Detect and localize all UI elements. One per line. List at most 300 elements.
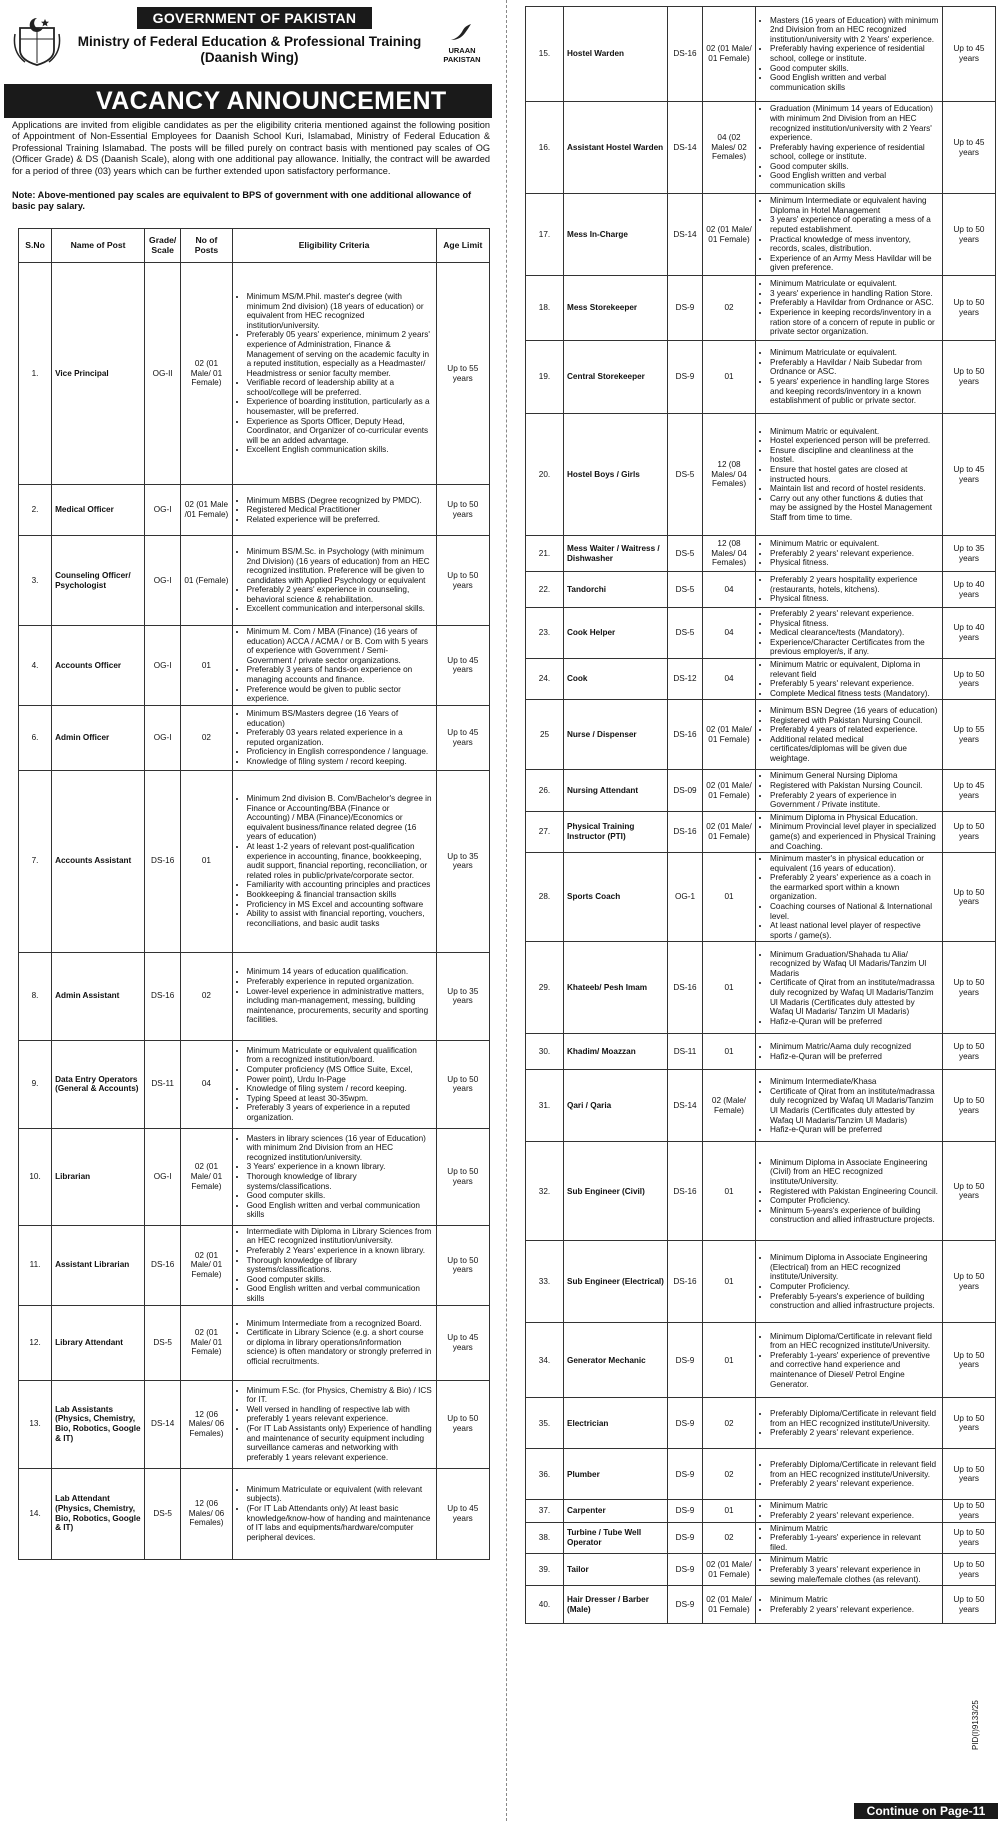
row-number: 33.: [526, 1241, 564, 1323]
criteria-item: • Minimum Matric or equivalent.: [770, 539, 939, 549]
criteria-item: • Preferably having experience of residential school, college or institute.: [770, 143, 939, 162]
eligibility-criteria: [756, 658, 943, 699]
number-of-posts: 04: [181, 1040, 232, 1128]
age-limit: Up to 45 years: [436, 1468, 489, 1559]
criteria-item: • Registered Medical Practitioner: [247, 505, 433, 515]
row-number: 34.: [526, 1323, 564, 1398]
criteria-item: • Minimum Matric: [770, 1524, 939, 1534]
col-grade: Grade/ Scale: [145, 229, 181, 263]
age-limit: Up to 55 years: [943, 700, 996, 770]
grade-scale: DS-16: [668, 811, 703, 852]
criteria-item: • Lower-level experience in administrative matters, including man-management, messing, building maintenance, procurements, security and sporting facilities.: [247, 987, 433, 1025]
criteria-item: • Thorough knowledge of library systems/classifications.: [247, 1172, 433, 1191]
post-name: Khateeb/ Pesh Imam: [564, 942, 668, 1034]
number-of-posts: 02: [703, 1522, 756, 1554]
criteria-item: • Maintain list and record of hostel residents.: [770, 484, 939, 494]
grade-scale: OG-I: [145, 1128, 181, 1225]
criteria-item: • Minimum 5-years's experience of building construction and allied infrastructure projects.: [770, 1206, 939, 1225]
criteria-item: • Preferably 5 years' relevant experience.: [770, 679, 939, 689]
pid-code: PID(I)9133/25: [971, 1700, 980, 1750]
criteria-item: • Intermediate with Diploma in Library Sciences from an HEC recognized institution/university.: [247, 1227, 433, 1246]
criteria-item: • Minimum Matriculate or equivalent.: [770, 348, 939, 358]
criteria-item: • Experience in keeping records/inventory in a ration store of a concern of repute in public or private sector organization.: [770, 308, 939, 337]
eligibility-criteria: [756, 811, 943, 852]
criteria-item: • Minimum M. Com / MBA (Finance) (16 years of education) ACCA / ACMA / or B. Com with 5 years of experience with Government / Semi-Government / private sector organizations.: [247, 627, 433, 665]
eligibility-criteria: [756, 414, 943, 536]
grade-scale: DS-16: [145, 770, 181, 952]
criteria-item: • Minimum General Nursing Diploma: [770, 771, 939, 781]
grade-scale: DS-14: [668, 102, 703, 194]
criteria-item: • Proficiency in English correspondence / language.: [247, 747, 433, 757]
grade-scale: DS-5: [668, 572, 703, 608]
vacancy-table-right: [525, 6, 996, 1624]
number-of-posts: 02: [703, 276, 756, 341]
grade-scale: DS-9: [668, 1449, 703, 1500]
eligibility-criteria: [756, 1323, 943, 1398]
row-number: 39.: [526, 1554, 564, 1586]
col-sno: S.No: [19, 229, 52, 263]
number-of-posts: 02 (01 Male/ 01 Female): [181, 1128, 232, 1225]
eligibility-criteria: [756, 276, 943, 341]
criteria-item: • Computer Proficiency.: [770, 1282, 939, 1292]
grade-scale: DS-9: [668, 1398, 703, 1449]
number-of-posts: 04: [703, 572, 756, 608]
age-limit: Up to 50 years: [943, 1323, 996, 1398]
table-body-right: [526, 7, 996, 1624]
criteria-item: • Preferably 3 years of hands-on experience on managing accounts and finance.: [247, 665, 433, 684]
eligibility-criteria: [756, 608, 943, 659]
table-row: [19, 770, 490, 952]
age-limit: Up to 35 years: [943, 536, 996, 572]
table-row: [526, 102, 996, 194]
criteria-item: • Certificate in Library Science (e.g. a short course or diploma in library operations/information science) is often mandatory or strongly preferred in official recruitments.: [247, 1328, 433, 1366]
row-number: 6.: [19, 705, 52, 770]
number-of-posts: 01: [181, 770, 232, 952]
grade-scale: DS-16: [668, 7, 703, 102]
grade-scale: DS-5: [668, 536, 703, 572]
post-name: Mess Storekeeper: [564, 276, 668, 341]
eligibility-criteria: [232, 1225, 436, 1305]
criteria-item: • Preferably 2 years' relevant experience.: [770, 1479, 939, 1489]
criteria-item: • Ensure discipline and cleanliness at the hostel.: [770, 446, 939, 465]
post-name: Lab Attendant (Physics, Chemistry, Bio, Robotics, Google & IT): [52, 1468, 145, 1559]
table-row: [526, 194, 996, 276]
eligibility-criteria: [756, 1586, 943, 1624]
post-name: Physical Training Instructor (PTI): [564, 811, 668, 852]
eligibility-criteria: [756, 853, 943, 942]
number-of-posts: 01: [703, 1034, 756, 1070]
table-row: [526, 1398, 996, 1449]
criteria-item: • Preferably a Havildar / Naib Subedar from Ordnance or ASC.: [770, 358, 939, 377]
criteria-item: • Minimum BS/Masters degree (16 Years of education): [247, 709, 433, 728]
age-limit: Up to 50 years: [943, 194, 996, 276]
post-name: Sub Engineer (Electrical): [564, 1241, 668, 1323]
criteria-item: • Preferably 2 years of experience in Government / Private institute.: [770, 791, 939, 810]
grade-scale: OG-II: [145, 263, 181, 485]
criteria-item: • Ability to assist with financial reporting, vouchers, reconciliations, and basic audit tasks: [247, 909, 433, 928]
row-number: 36.: [526, 1449, 564, 1500]
table-row: [19, 1225, 490, 1305]
eligibility-criteria: [756, 1142, 943, 1241]
grade-scale: DS-9: [668, 1586, 703, 1624]
number-of-posts: 01: [703, 1142, 756, 1241]
criteria-item: • Coaching courses of National & International level.: [770, 902, 939, 921]
criteria-item: • Computer proficiency (MS Office Suite, Excel, Power point), Urdu In-Page: [247, 1065, 433, 1084]
eligibility-criteria: [756, 1241, 943, 1323]
table-row: [19, 536, 490, 626]
post-name: Electrician: [564, 1398, 668, 1449]
criteria-item: • Knowledge of filing system / record keeping.: [247, 757, 433, 767]
criteria-item: • Good English written and verbal communication skills: [770, 171, 939, 190]
government-label: GOVERNMENT OF PAKISTAN: [137, 7, 372, 29]
table-row: [526, 1500, 996, 1522]
criteria-item: • Hafiz-e-Quran will be preferred: [770, 1125, 939, 1135]
criteria-item: • Preferably 2 years' relevant experience.: [770, 549, 939, 559]
post-name: Cook Helper: [564, 608, 668, 659]
criteria-item: • Preferably 05 years' experience, minimum 2 years' experience of Administration, Finance & Management of serving on the academic faculty in a reputed institution, especially as a Headmaster/ Headmistress or senior faculty member.: [247, 330, 433, 378]
criteria-item: • 3 years' experience of operating a mess of a reputed establishment.: [770, 215, 939, 234]
grade-scale: DS-14: [668, 194, 703, 276]
uraan-pakistan-logo-icon: [449, 22, 475, 44]
criteria-item: • Minimum Diploma in Associate Engineering (Electrical) from an HEC recognized institute/University.: [770, 1253, 939, 1282]
column-divider: [506, 0, 507, 1821]
criteria-item: • Good computer skills.: [770, 64, 939, 74]
number-of-posts: 02 (01 Male/ 01 Female): [703, 7, 756, 102]
criteria-item: • Minimum Intermediate or equivalent having Diploma in Hotel Management: [770, 196, 939, 215]
post-name: Lab Assistants (Physics, Chemistry, Bio, Robotics, Google & IT): [52, 1380, 145, 1468]
criteria-item: • Preferably 4 years of related experience.: [770, 725, 939, 735]
criteria-item: • Preferably 2 years hospitality experience (restaurants, hotels, kitchens).: [770, 575, 939, 594]
eligibility-criteria: [756, 1522, 943, 1554]
ministry-line-2: (Daanish Wing): [200, 50, 299, 65]
number-of-posts: 01: [181, 626, 232, 706]
post-name: Plumber: [564, 1449, 668, 1500]
age-limit: Up to 50 years: [943, 1070, 996, 1142]
continue-banner: Continue on Page-11: [854, 1803, 998, 1819]
row-number: 26.: [526, 770, 564, 811]
post-name: Medical Officer: [52, 485, 145, 536]
grade-scale: DS-16: [145, 1225, 181, 1305]
eligibility-criteria: [756, 194, 943, 276]
post-name: Sub Engineer (Civil): [564, 1142, 668, 1241]
grade-scale: OG-1: [668, 853, 703, 942]
table-row: [19, 485, 490, 536]
criteria-item: • Registered with Pakistan Nursing Council.: [770, 781, 939, 791]
criteria-item: • Preference would be given to public sector experience.: [247, 685, 433, 704]
criteria-item: • Preferably 2 years' relevant experience.: [770, 1511, 939, 1521]
criteria-item: • Preferably 1-years' experience in relevant filed.: [770, 1533, 939, 1552]
criteria-item: • Excellent English communication skills.: [247, 445, 433, 455]
criteria-item: • Computer Proficiency.: [770, 1196, 939, 1206]
age-limit: Up to 50 years: [943, 1449, 996, 1500]
number-of-posts: 02: [703, 1398, 756, 1449]
criteria-item: • Related experience will be preferred.: [247, 515, 433, 525]
eligibility-criteria: [232, 952, 436, 1040]
number-of-posts: 01: [703, 1323, 756, 1398]
criteria-item: • Experience of boarding institution, particularly as a housemaster, will be preferred.: [247, 397, 433, 416]
criteria-item: • Minimum Graduation/Shahada tu Alia/ recognized by Wafaq Ul Madaris/Tanzim Ul Madaris: [770, 950, 939, 979]
col-criteria: Eligibility Criteria: [232, 229, 436, 263]
row-number: 18.: [526, 276, 564, 341]
post-name: Nursing Attendant: [564, 770, 668, 811]
row-number: 8.: [19, 952, 52, 1040]
row-number: 19.: [526, 341, 564, 414]
criteria-item: • Preferably 5-years's experience of building construction and allied infrastructure projects.: [770, 1292, 939, 1311]
grade-scale: DS-09: [668, 770, 703, 811]
age-limit: Up to 50 years: [436, 1128, 489, 1225]
grade-scale: DS-12: [668, 658, 703, 699]
eligibility-criteria: [756, 1398, 943, 1449]
eligibility-criteria: [232, 536, 436, 626]
criteria-item: • Preferably 1-years' experience of preventive and corrective hand experience and maintenance of Diesel/ Petrol Engine Generator.: [770, 1351, 939, 1389]
ministry-line-1: Ministry of Federal Education & Professional Training: [77, 34, 422, 49]
grade-scale: DS-5: [145, 1305, 181, 1380]
eligibility-criteria: [756, 1554, 943, 1586]
criteria-item: • Thorough knowledge of library systems/classifications.: [247, 1256, 433, 1275]
post-name: Assistant Librarian: [52, 1225, 145, 1305]
criteria-item: • Experience as Sports Officer, Deputy Head, Coordinator, and Organizer of co-curricular events will be an added advantage.: [247, 417, 433, 446]
number-of-posts: 02 (Male/ Female): [703, 1070, 756, 1142]
eligibility-criteria: [232, 626, 436, 706]
number-of-posts: 02: [181, 952, 232, 1040]
criteria-item: • Bookkeeping & financial transaction skills: [247, 890, 433, 900]
row-number: 3.: [19, 536, 52, 626]
criteria-item: • Minimum MBBS (Degree recognized by PMDC).: [247, 496, 433, 506]
number-of-posts: 02: [703, 1449, 756, 1500]
number-of-posts: 02 (01 Male /01 Female): [181, 485, 232, 536]
table-row: [526, 942, 996, 1034]
age-limit: Up to 55 years: [436, 263, 489, 485]
post-name: Sports Coach: [564, 853, 668, 942]
age-limit: Up to 45 years: [436, 705, 489, 770]
row-number: 35.: [526, 1398, 564, 1449]
criteria-item: • Minimum MS/M.Phil. master's degree (with minimum 2nd division) (18 years of education) or equivalent from HEC recognized institution/university.: [247, 292, 433, 330]
criteria-item: • Minimum Matric or equivalent.: [770, 427, 939, 437]
post-name: Assistant Hostel Warden: [564, 102, 668, 194]
eligibility-criteria: [232, 705, 436, 770]
col-post: Name of Post: [52, 229, 145, 263]
post-name: Carpenter: [564, 1500, 668, 1522]
post-name: Admin Assistant: [52, 952, 145, 1040]
col-age: Age Limit: [436, 229, 489, 263]
criteria-item: • Good computer skills.: [247, 1191, 433, 1201]
criteria-item: • Good English written and verbal communication skills: [247, 1284, 433, 1303]
number-of-posts: 01: [703, 1500, 756, 1522]
vacancy-table-left: [18, 228, 490, 1560]
criteria-item: • Minimum Matric: [770, 1555, 939, 1565]
age-limit: Up to 50 years: [943, 942, 996, 1034]
table-row: [526, 853, 996, 942]
post-name: Counseling Officer/ Psychologist: [52, 536, 145, 626]
criteria-item: • Registered with Pakistan Engineering Council.: [770, 1187, 939, 1197]
age-limit: Up to 50 years: [943, 341, 996, 414]
table-row: [526, 1323, 996, 1398]
post-name: Tailor: [564, 1554, 668, 1586]
eligibility-criteria: [756, 572, 943, 608]
grade-scale: DS-14: [668, 1070, 703, 1142]
age-limit: Up to 50 years: [943, 1586, 996, 1624]
age-limit: Up to 50 years: [436, 536, 489, 626]
post-name: Vice Principal: [52, 263, 145, 485]
criteria-item: • Minimum Matriculate or equivalent qualification from a recognized institution/board.: [247, 1046, 433, 1065]
age-limit: Up to 35 years: [436, 952, 489, 1040]
post-name: Qari / Qaria: [564, 1070, 668, 1142]
number-of-posts: 02 (01 Male/ 01 Female): [703, 700, 756, 770]
uraan-line-2: PAKISTAN: [443, 55, 481, 64]
eligibility-criteria: [232, 770, 436, 952]
criteria-item: • Minimum Matric: [770, 1595, 939, 1605]
criteria-item: • Physical fitness.: [770, 558, 939, 568]
table-row: [19, 1380, 490, 1468]
age-limit: Up to 45 years: [943, 414, 996, 536]
number-of-posts: 02 (01 Male/ 01 Female): [703, 1586, 756, 1624]
table-row: [526, 700, 996, 770]
criteria-item: • Experience of an Army Mess Havildar will be given preference.: [770, 254, 939, 273]
age-limit: Up to 50 years: [943, 1142, 996, 1241]
criteria-item: • Excellent communication and interpersonal skills.: [247, 604, 433, 614]
uraan-line-1: URAAN: [448, 46, 476, 55]
eligibility-criteria: [232, 1380, 436, 1468]
table-row: [526, 608, 996, 659]
post-name: Hostel Boys / Girls: [564, 414, 668, 536]
number-of-posts: 01: [703, 341, 756, 414]
criteria-item: • 3 years' experience in handling Ration Store.: [770, 289, 939, 299]
row-number: 25: [526, 700, 564, 770]
grade-scale: DS-5: [668, 608, 703, 659]
criteria-item: • Masters in library sciences (16 year of Education) with minimum 2nd Division from an HEC recognized institution/university.: [247, 1134, 433, 1163]
criteria-item: • Minimum Matriculate or equivalent (with relevant subjects).: [247, 1485, 433, 1504]
criteria-item: • Minimum Matric: [770, 1501, 939, 1511]
table-row: [526, 7, 996, 102]
criteria-item: • Hafiz-e-Quran will be preferred: [770, 1017, 939, 1027]
grade-scale: DS-11: [145, 1040, 181, 1128]
row-number: 1.: [19, 263, 52, 485]
post-name: Accounts Assistant: [52, 770, 145, 952]
criteria-item: • Minimum Matric/Aama duly recognized: [770, 1042, 939, 1052]
criteria-item: • Minimum F.Sc. (for Physics, Chemistry & Bio) / ICS for IT.: [247, 1386, 433, 1405]
pay-scale-note: Note: Above-mentioned pay scales are equivalent to BPS of government with one additional allowance of basic pay salary.: [12, 190, 472, 212]
criteria-item: • Minimum Diploma/Certificate in relevant field from an HEC recognized institute/University.: [770, 1332, 939, 1351]
criteria-item: • Preferably 2 years' experience as a coach in the earmarked sport within a known organization.: [770, 873, 939, 902]
post-name: Mess Waiter / Waitress / Dishwasher: [564, 536, 668, 572]
post-name: Turbine / Tube Well Operator: [564, 1522, 668, 1554]
post-name: Data Entry Operators (General & Accounts): [52, 1040, 145, 1128]
criteria-item: • Preferably 3 years of experience in a reputed organization.: [247, 1103, 433, 1122]
number-of-posts: 01 (Female): [181, 536, 232, 626]
table-row: [19, 1468, 490, 1559]
number-of-posts: 04: [703, 608, 756, 659]
eligibility-criteria: [756, 700, 943, 770]
eligibility-criteria: [756, 1070, 943, 1142]
number-of-posts: 02 (01 Male/ 01 Female): [703, 811, 756, 852]
criteria-item: • Masters (16 years of Education) with minimum 2nd Division from an HEC recognized institution/university with 2 Years' experience.: [770, 16, 939, 45]
row-number: 16.: [526, 102, 564, 194]
criteria-item: • Medical clearance/tests (Mandatory).: [770, 628, 939, 638]
grade-scale: DS-16: [145, 952, 181, 1040]
post-name: Central Storekeeper: [564, 341, 668, 414]
row-number: 13.: [19, 1380, 52, 1468]
table-row: [526, 572, 996, 608]
criteria-item: • At least national level player of respective sports / game(s).: [770, 921, 939, 940]
grade-scale: OG-I: [145, 485, 181, 536]
table-row: [526, 1241, 996, 1323]
criteria-item: • Minimum Matriculate or equivalent.: [770, 279, 939, 289]
number-of-posts: 02 (01 Male/ 01 Female): [181, 263, 232, 485]
table-row: [526, 1070, 996, 1142]
criteria-item: • Minimum 2nd division B. Com/Bachelor's degree in Finance or Accounting/BBA (Finance or Accounting) / MBA (Finance)/Economics or equivalent business/finance related degree (16 years of education): [247, 794, 433, 842]
table-row: [526, 1554, 996, 1586]
criteria-item: • Complete Medical fitness tests (Mandatory).: [770, 689, 939, 699]
criteria-item: • Minimum master's in physical education or equivalent (16 years of education).: [770, 854, 939, 873]
post-name: Khadim/ Moazzan: [564, 1034, 668, 1070]
criteria-item: • Hafiz-e-Quran will be preferred: [770, 1052, 939, 1062]
number-of-posts: 12 (06 Males/ 06 Females): [181, 1468, 232, 1559]
criteria-item: • Familiarity with accounting principles and practices: [247, 880, 433, 890]
criteria-item: • Good English written and verbal communication skills: [247, 1201, 433, 1220]
criteria-item: • Preferably 2 years' relevant experience.: [770, 1605, 939, 1615]
criteria-item: • Knowledge of filing system / record keeping.: [247, 1084, 433, 1094]
criteria-item: • Preferably experience in reputed organization.: [247, 977, 433, 987]
row-number: 32.: [526, 1142, 564, 1241]
eligibility-criteria: [232, 1040, 436, 1128]
criteria-item: • Preferably 2 years' experience in counseling, behavioral science & rehabilitation.: [247, 585, 433, 604]
number-of-posts: 12 (08 Males/ 04 Females): [703, 536, 756, 572]
number-of-posts: 02: [181, 705, 232, 770]
post-name: Cook: [564, 658, 668, 699]
table-row: [19, 1040, 490, 1128]
grade-scale: DS-5: [145, 1468, 181, 1559]
table-header: [19, 229, 490, 263]
table-row: [526, 276, 996, 341]
criteria-item: • Minimum Provincial level player in specialized game(s) and experienced in Physical Training and Coaching.: [770, 822, 939, 851]
age-limit: Up to 50 years: [436, 485, 489, 536]
table-row: [19, 952, 490, 1040]
row-number: 40.: [526, 1586, 564, 1624]
criteria-item: • Good computer skills.: [770, 162, 939, 172]
criteria-item: • Preferably 2 years' relevant experience.: [770, 1428, 939, 1438]
age-limit: Up to 50 years: [943, 276, 996, 341]
row-number: 23.: [526, 608, 564, 659]
eligibility-criteria: [756, 1449, 943, 1500]
table-row: [526, 341, 996, 414]
row-number: 14.: [19, 1468, 52, 1559]
post-name: Mess In-Charge: [564, 194, 668, 276]
criteria-item: • Carry out any other functions & duties that may be assigned by the Hostel Management Staff from time to time.: [770, 494, 939, 523]
grade-scale: DS-9: [668, 1500, 703, 1522]
post-name: Hostel Warden: [564, 7, 668, 102]
table-row: [526, 658, 996, 699]
table-row: [19, 1128, 490, 1225]
age-limit: Up to 50 years: [943, 658, 996, 699]
criteria-item: • Preferably 2 years' relevant experience.: [770, 609, 939, 619]
criteria-item: • Preferably 03 years related experience in a reputed organization.: [247, 728, 433, 747]
criteria-item: • Minimum Intermediate/Khasa: [770, 1077, 939, 1087]
row-number: 27.: [526, 811, 564, 852]
grade-scale: DS-16: [668, 1241, 703, 1323]
grade-scale: DS-16: [668, 700, 703, 770]
grade-scale: DS-9: [668, 1554, 703, 1586]
row-number: 7.: [19, 770, 52, 952]
eligibility-criteria: [756, 1034, 943, 1070]
eligibility-criteria: [756, 942, 943, 1034]
criteria-item: • Minimum Diploma in Physical Education.: [770, 813, 939, 823]
criteria-item: • Preferably Diploma/Certificate in relevant field from an HEC recognized institute/University.: [770, 1460, 939, 1479]
eligibility-criteria: [232, 263, 436, 485]
number-of-posts: 04 (02 Males/ 02 Females): [703, 102, 756, 194]
number-of-posts: 02 (01 Male/ 01 Female): [181, 1225, 232, 1305]
criteria-item: • Minimum 14 years of education qualification.: [247, 967, 433, 977]
table-row: [526, 1034, 996, 1070]
